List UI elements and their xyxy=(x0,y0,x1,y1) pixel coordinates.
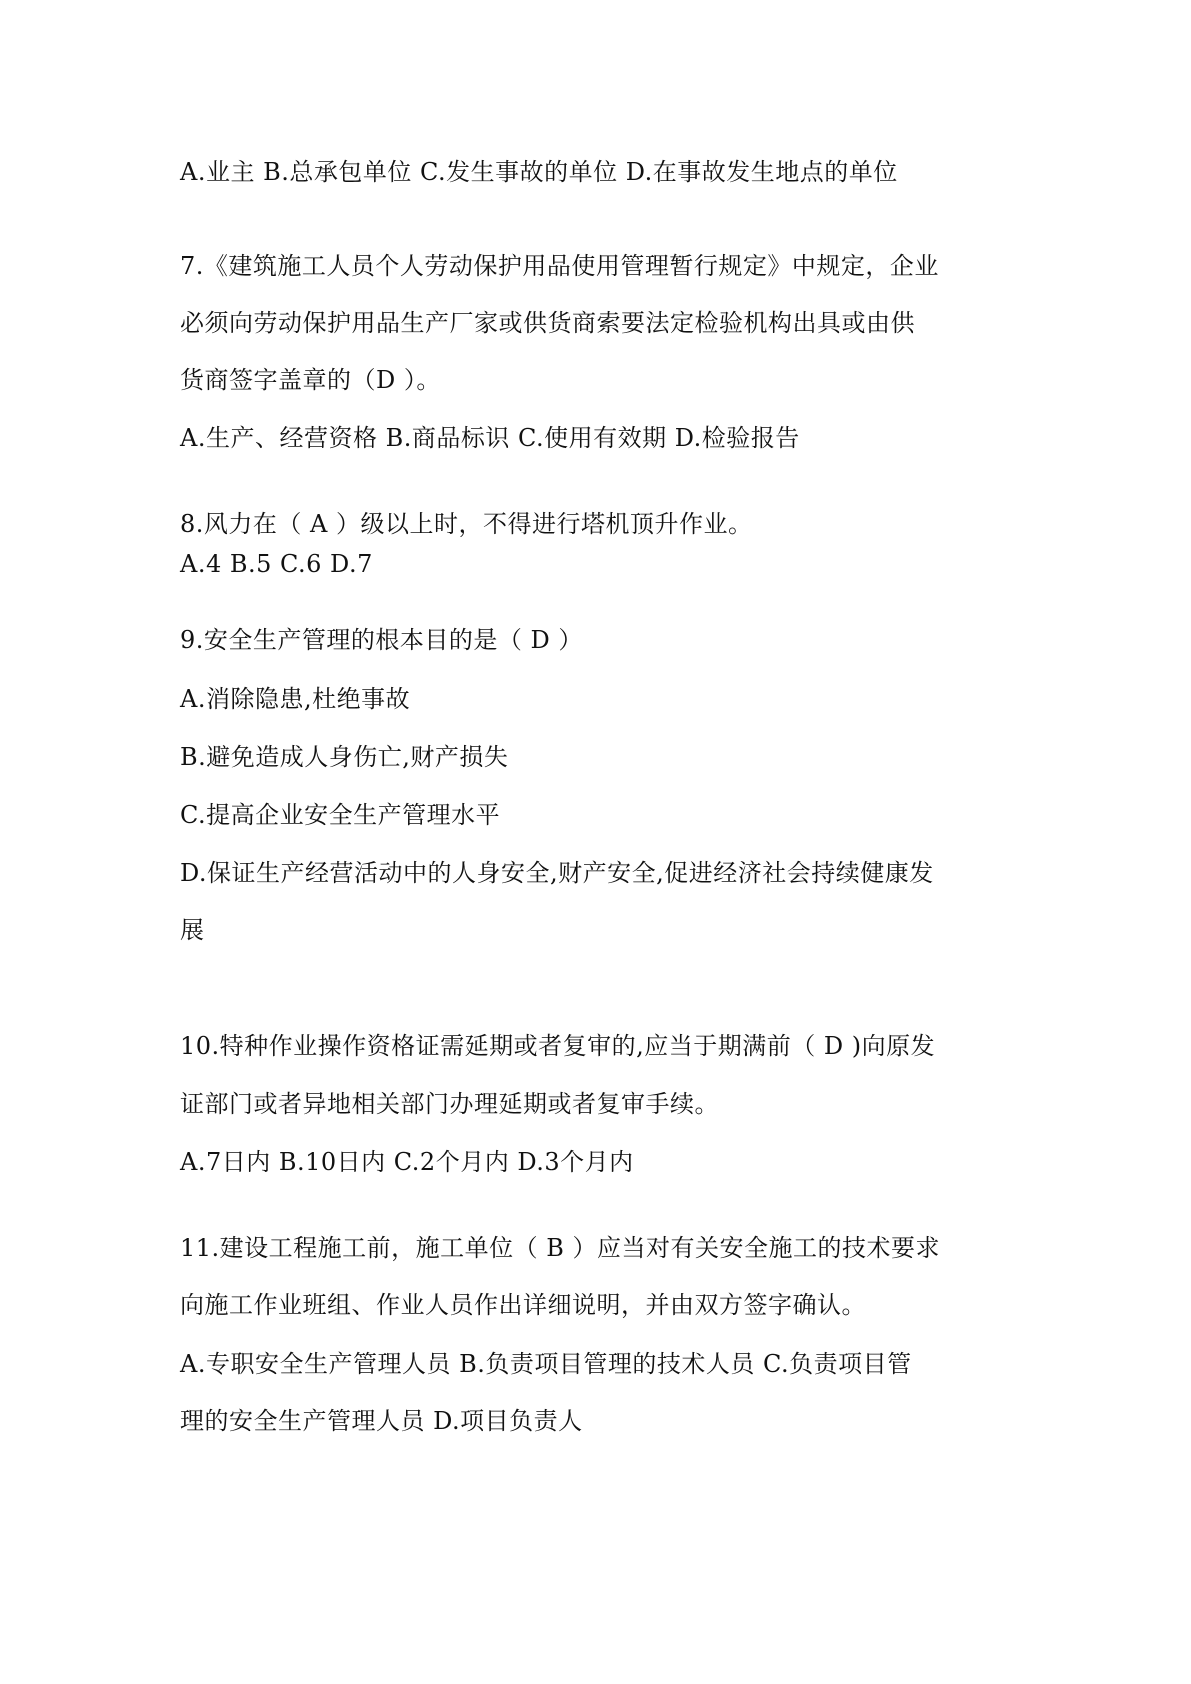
q10-text-line-1: 10.特种作业操作资格证需延期或者复审的,应当于期满前（ D )向原发 xyxy=(180,1032,936,1060)
q11-text-line-1: 11.建设工程施工前，施工单位（ B ）应当对有关安全施工的技术要求 xyxy=(180,1234,941,1262)
q9-option-b: B.避免造成人身伤亡,财产损失 xyxy=(180,743,509,771)
q8-options: A.4 B.5 C.6 D.7 xyxy=(180,550,373,578)
q6-options: A.业主 B.总承包单位 C.发生事故的单位 D.在事故发生地点的单位 xyxy=(180,158,898,186)
q9-text: 9.安全生产管理的根本目的是（ D ） xyxy=(180,626,583,654)
q9-option-d-line-1: D.保证生产经营活动中的人身安全,财产安全,促进经济社会持续健康发 xyxy=(180,859,934,887)
q10-text-line-2: 证部门或者异地相关部门办理延期或者复审手续。 xyxy=(180,1090,719,1118)
q9-option-d-line-2: 展 xyxy=(180,916,205,944)
q7-text-line-3: 货商签字盖章的（D ）。 xyxy=(180,366,441,394)
q11-options-line-1: A.专职安全生产管理人员 B.负责项目管理的技术人员 C.负责项目管 xyxy=(180,1350,912,1378)
q7-options: A.生产、经营资格 B.商品标识 C.使用有效期 D.检验报告 xyxy=(180,424,800,452)
q10-options: A.7日内 B.10日内 C.2个月内 D.3个月内 xyxy=(180,1148,634,1176)
q8-text: 8.风力在（ A ）级以上时，不得进行塔机顶升作业。 xyxy=(180,510,753,538)
q9-option-a: A.消除隐患,杜绝事故 xyxy=(180,685,411,713)
q7-text-line-1: 7.《建筑施工人员个人劳动保护用品使用管理暂行规定》中规定，企业 xyxy=(180,252,939,280)
q9-option-c: C.提高企业安全生产管理水平 xyxy=(180,801,501,829)
q7-text-line-2: 必须向劳动保护用品生产厂家或供货商索要法定检验机构出具或由供 xyxy=(180,309,915,337)
q11-options-line-2: 理的安全生产管理人员 D.项目负责人 xyxy=(180,1407,583,1435)
q11-text-line-2: 向施工作业班组、作业人员作出详细说明，并由双方签字确认。 xyxy=(180,1291,866,1319)
